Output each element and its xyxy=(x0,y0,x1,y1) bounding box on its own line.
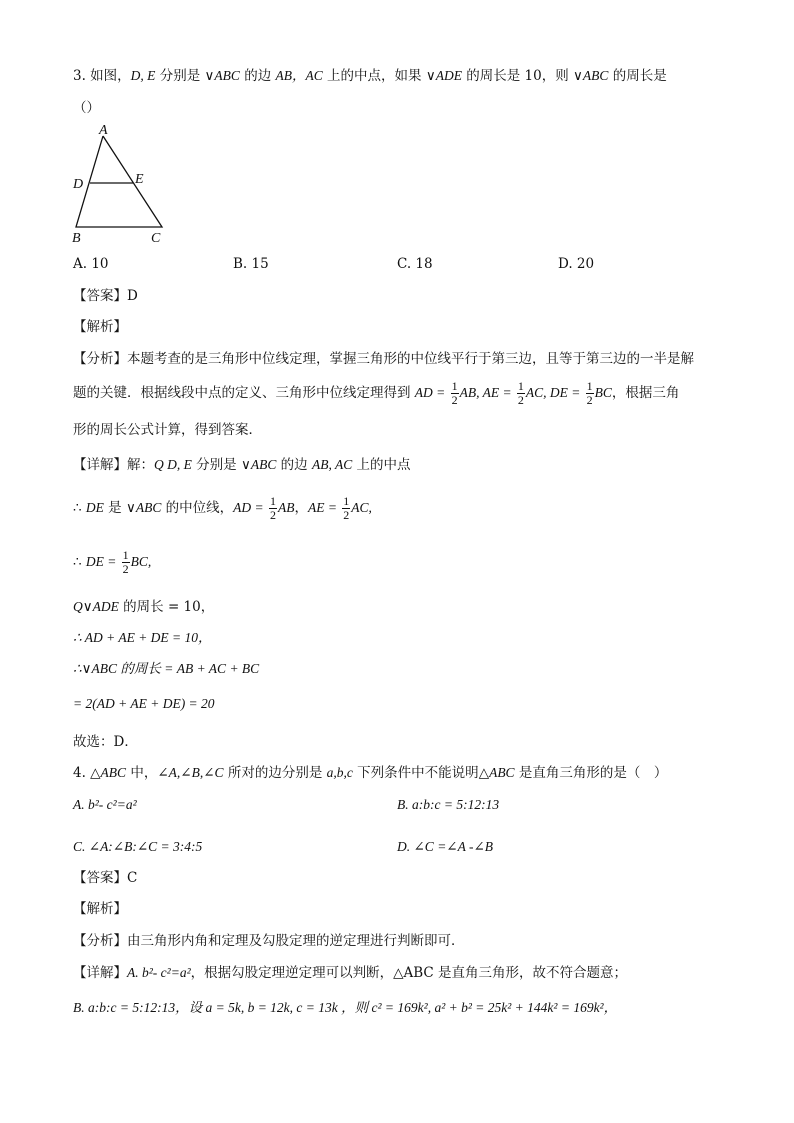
q4-analysis-tag: 【解析】 xyxy=(73,901,127,917)
q3-option-d: D. 20 xyxy=(558,256,595,272)
q3-stem: 3. 如图，D, E 分别是 ∨ABC 的边 AB，AC 上的中点，如果 ∨ADE 的周长是 10，则 ∨ABC 的周长是 xyxy=(73,68,667,84)
fraction: $\frac{1}{2}$ xyxy=(343,494,350,522)
q4-option-d: D. ∠C =∠A -∠B xyxy=(397,839,494,854)
fraction: $\frac{1}{2}$ xyxy=(517,379,524,407)
fraction: $\frac{1}{2}$ xyxy=(122,548,129,576)
q3-fenxi-3: 形的周长公式计算，得到答案． xyxy=(73,422,262,438)
q3-option-b: B. 15 xyxy=(233,256,269,272)
vertex-a-label: A xyxy=(99,123,108,138)
vertex-e-label: E xyxy=(135,172,144,187)
vertex-b-label: B xyxy=(72,231,81,246)
q3-option-c: C. 18 xyxy=(397,256,433,272)
q3-fenxi-1: 【分析】本题考查的是三角形中位线定理，掌握三角形的中位线平行于第三边，且等于第三边的一半是解 xyxy=(73,351,694,367)
vertex-d-label: D xyxy=(73,177,84,192)
fraction: $\frac{1}{2}$ xyxy=(451,379,458,407)
vertex-c-label: C xyxy=(151,231,161,246)
q4-option-b: B. a:b:c = 5:12:13 xyxy=(397,797,500,812)
q3-choose: 故选：D． xyxy=(73,734,138,750)
q3-detail-7: = 2(AD + AE + DE) = 20 xyxy=(73,696,215,711)
q3-detail-5: ∴ AD + AE + DE = 10， xyxy=(73,630,212,645)
q3-paren: （） xyxy=(73,100,100,116)
q3-answer: 【答案】D xyxy=(73,288,138,304)
q3-fenxi-2: 题的关键．根据线段中点的定义、三角形中位线定理得到 AD = $\frac{1}{2}$ AB, AE = $\frac{1}{2}$ AC, DE = $\frac{1}{2}$ BC，根据三角 xyxy=(73,379,680,407)
q3-option-a: A. 10 xyxy=(73,256,109,272)
q4-answer: 【答案】C xyxy=(73,870,138,886)
q4-detail-a: 【详解】A. b²- c²=a²，根据勾股定理逆定理可以判断，△ABC 是直角三角形，故不符合题意； xyxy=(73,965,628,981)
q4-fenxi: 【分析】由三角形内角和定理及勾股定理的逆定理进行判断即可． xyxy=(73,933,465,949)
q3-detail-2: ∴ DE 是 ∨ABC 的中位线，AD = $\frac{1}{2}$ AB，AE = $\frac{1}{2}$ AC, xyxy=(73,494,372,522)
triangle-figure xyxy=(66,120,176,248)
q4-detail-b: B. a:b:c = 5:12:13，设 a = 5k, b = 12k, c = 13k ，则 c² = 169k², a² + b² = 25k² + 144k² = 169k²， xyxy=(73,1000,618,1015)
q3-detail-1: 【详解】解：Q D, E 分别是 ∨ABC 的边 AB, AC 上的中点 xyxy=(73,457,411,473)
q3-analysis-tag: 【解析】 xyxy=(73,319,127,335)
q4-option-a: A. b²- c²=a² xyxy=(73,797,137,812)
fraction: $\frac{1}{2}$ xyxy=(586,379,593,407)
q4-option-c: C. ∠A:∠B:∠C = 3:4:5 xyxy=(73,839,203,854)
q3-detail-4: Q∨ADE 的周长 = 10， xyxy=(73,599,215,615)
q4-stem: 4. △ABC 中，∠A,∠B,∠C 所对的边分别是 a,b,c 下列条件中不能说明△ABC 是直角三角形的是（ ） xyxy=(73,765,668,781)
q3-detail-6: ∴∨ABC 的周长 = AB + AC + BC xyxy=(73,661,260,676)
fraction: $\frac{1}{2}$ xyxy=(269,494,276,522)
q3-detail-3: ∴ DE = $\frac{1}{2}$ BC, xyxy=(73,548,152,576)
